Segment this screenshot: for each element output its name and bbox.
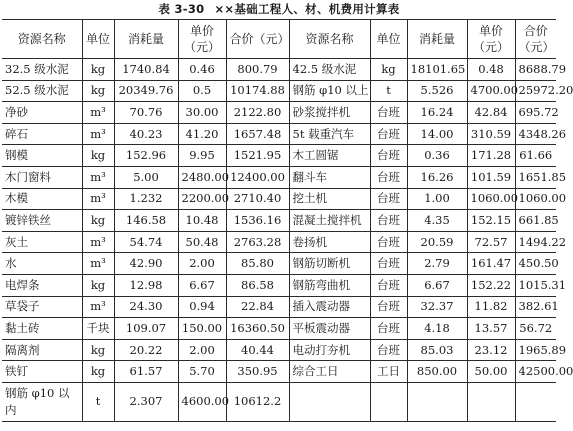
- cell-qty: 40.23: [114, 123, 178, 145]
- cell-price: 41.20: [178, 123, 226, 145]
- table-row: [2, 361, 556, 383]
- cell-price: 72.57: [467, 231, 515, 253]
- col-header-price: 单价（元）: [178, 20, 226, 59]
- cell-qty: 20.22: [114, 339, 178, 361]
- cost-table: [2, 19, 573, 422]
- cell-name: 砂浆搅拌机: [289, 102, 370, 124]
- cell-price: 6.67: [178, 274, 226, 296]
- col-header-name: 资源名称: [289, 20, 370, 59]
- cell-qty: 85.03: [407, 339, 467, 361]
- cell-price: 4600.00: [178, 382, 226, 421]
- cell-price: 10.48: [178, 210, 226, 232]
- cell-qty: 4.35: [407, 210, 467, 232]
- cell-price: 2.00: [178, 253, 226, 275]
- cell-qty: 16.24: [407, 102, 467, 124]
- cell-qty: 14.00: [407, 123, 467, 145]
- cell-qty: 152.96: [114, 145, 178, 167]
- cell-name: 电动打夯机: [289, 339, 370, 361]
- cell-qty: 2.307: [114, 382, 178, 421]
- cell-qty: 5.00: [114, 166, 178, 188]
- cell-total: 42500.00: [515, 361, 556, 383]
- col-header-total: 合价（元）: [515, 20, 556, 59]
- table-row: [2, 123, 556, 145]
- cell-price: 2.00: [178, 339, 226, 361]
- cell-total: 450.50: [515, 253, 556, 275]
- cell-unit: 台班: [370, 231, 407, 253]
- cell-name: 钢筋 φ10 以内: [2, 382, 82, 421]
- cell-price: 23.12: [467, 339, 515, 361]
- cell-unit: m³: [82, 166, 114, 188]
- cell-name: 翻斗车: [289, 166, 370, 188]
- col-header-unit: 单位: [82, 20, 114, 59]
- table-title: ××基础工程人、材、机费用计算表: [214, 2, 400, 16]
- cell-name: 钢筋切断机: [289, 253, 370, 275]
- cell-total: 8688.79: [515, 59, 556, 81]
- cell-price: 0.94: [178, 296, 226, 318]
- cell-unit: 台班: [370, 274, 407, 296]
- cell-name: 钢筋弯曲机: [289, 274, 370, 296]
- cell-total: 1521.95: [226, 145, 289, 167]
- cell-qty: 1740.84: [114, 59, 178, 81]
- col-header-name: 资源名称: [2, 20, 82, 59]
- col-header-qty: 消耗量: [114, 20, 178, 59]
- cell-qty: 0.36: [407, 145, 467, 167]
- cell-unit: 台班: [370, 339, 407, 361]
- cell-qty: 54.74: [114, 231, 178, 253]
- table-row: [2, 102, 556, 124]
- table-row: [2, 210, 556, 232]
- cell-name: 木工圆锯: [289, 145, 370, 167]
- table-row: [2, 253, 556, 275]
- cell-name: 木模: [2, 188, 82, 210]
- table-caption: [0, 0, 558, 18]
- cell-price: 2480.00: [178, 166, 226, 188]
- cell-unit: m³: [82, 231, 114, 253]
- cell-total: 40.44: [226, 339, 289, 361]
- cell-price: 152.15: [467, 210, 515, 232]
- cell-unit: 工日: [370, 361, 407, 383]
- cell-name: 镀锌铁丝: [2, 210, 82, 232]
- cell-price: 50.48: [178, 231, 226, 253]
- cell-price: 0.48: [467, 59, 515, 81]
- table-row: [2, 274, 556, 296]
- cell-price: 5.70: [178, 361, 226, 383]
- cell-price: 101.59: [467, 166, 515, 188]
- cell-total: 1015.31: [515, 274, 556, 296]
- cell-total: 1060.00: [515, 188, 556, 210]
- cell-name: 32.5 级水泥: [2, 59, 82, 81]
- cell-name: 水: [2, 253, 82, 275]
- table-row: [2, 166, 556, 188]
- cell-unit: kg: [82, 274, 114, 296]
- cell-total: 86.58: [226, 274, 289, 296]
- cell-price: 30.00: [178, 102, 226, 124]
- cell-qty: 850.00: [407, 361, 467, 383]
- cell-name: 隔离剂: [2, 339, 82, 361]
- cell-price: [467, 382, 515, 421]
- cell-total: 350.95: [226, 361, 289, 383]
- col-header-price: 单价（元）: [467, 20, 515, 59]
- cell-name: 混凝土搅拌机: [289, 210, 370, 232]
- cell-qty: 4.18: [407, 318, 467, 340]
- cell-price: 161.47: [467, 253, 515, 275]
- cell-unit: m³: [82, 102, 114, 124]
- cell-name: 挖土机: [289, 188, 370, 210]
- table-row: [2, 231, 556, 253]
- col-header-total: 合价（元）: [226, 20, 289, 59]
- cell-total: 800.79: [226, 59, 289, 81]
- cell-total: 695.72: [515, 102, 556, 124]
- cell-total: 1965.89: [515, 339, 556, 361]
- cell-total: 56.72: [515, 318, 556, 340]
- cell-unit: kg: [82, 210, 114, 232]
- cell-price: 50.00: [467, 361, 515, 383]
- table-row: [2, 296, 556, 318]
- cell-unit: 台班: [370, 296, 407, 318]
- cell-unit: 台班: [370, 188, 407, 210]
- cell-total: 1536.16: [226, 210, 289, 232]
- cell-name: 5t 载重汽车: [289, 123, 370, 145]
- cell-price: 150.00: [178, 318, 226, 340]
- cell-total: 382.61: [515, 296, 556, 318]
- cell-unit: t: [82, 382, 114, 421]
- cell-name: 钢筋 φ10 以上: [289, 80, 370, 102]
- cell-total: 10174.88: [226, 80, 289, 102]
- cell-qty: 61.57: [114, 361, 178, 383]
- cell-unit: kg: [82, 59, 114, 81]
- cell-name: 综合工日: [289, 361, 370, 383]
- cell-qty: 12.98: [114, 274, 178, 296]
- cell-price: 1060.00: [467, 188, 515, 210]
- cell-unit: 千块: [82, 318, 114, 340]
- cell-unit: m³: [82, 296, 114, 318]
- table-row: [2, 59, 556, 81]
- cell-qty: 42.90: [114, 253, 178, 275]
- cell-unit: kg: [370, 59, 407, 81]
- cell-name: 电焊条: [2, 274, 82, 296]
- cell-name: 木门窗料: [2, 166, 82, 188]
- cell-total: 22.84: [226, 296, 289, 318]
- cell-qty: 24.30: [114, 296, 178, 318]
- cell-price: 171.28: [467, 145, 515, 167]
- table-row: [2, 145, 556, 167]
- cell-qty: [407, 382, 467, 421]
- cell-total: 2122.80: [226, 102, 289, 124]
- cell-price: 0.5: [178, 80, 226, 102]
- cell-qty: 70.76: [114, 102, 178, 124]
- cell-qty: 2.79: [407, 253, 467, 275]
- cell-price: 2200.00: [178, 188, 226, 210]
- cell-price: 152.22: [467, 274, 515, 296]
- cell-total: 2710.40: [226, 188, 289, 210]
- cell-name: 42.5 级水泥: [289, 59, 370, 81]
- cell-name: [289, 382, 370, 421]
- cell-qty: 109.07: [114, 318, 178, 340]
- cell-name: 卷扬机: [289, 231, 370, 253]
- cell-qty: 20349.76: [114, 80, 178, 102]
- cell-price: 4700.00: [467, 80, 515, 102]
- cell-total: 10612.2: [226, 382, 289, 421]
- col-header-unit: 单位: [370, 20, 407, 59]
- cell-name: 净砂: [2, 102, 82, 124]
- cell-total: 661.85: [515, 210, 556, 232]
- table-row: [2, 80, 556, 102]
- table-row: [2, 382, 556, 421]
- cell-price: 0.46: [178, 59, 226, 81]
- cell-unit: 台班: [370, 166, 407, 188]
- cell-qty: 18101.65: [407, 59, 467, 81]
- cell-unit: 台班: [370, 145, 407, 167]
- cell-name: 黏土砖: [2, 318, 82, 340]
- cell-price: 42.84: [467, 102, 515, 124]
- cell-qty: 5.526: [407, 80, 467, 102]
- cell-qty: 146.58: [114, 210, 178, 232]
- table-number: 表 3-30: [158, 2, 205, 16]
- cell-qty: 6.67: [407, 274, 467, 296]
- cell-total: 1657.48: [226, 123, 289, 145]
- cell-name: 52.5 级水泥: [2, 80, 82, 102]
- cell-price: 11.82: [467, 296, 515, 318]
- cell-name: 灰土: [2, 231, 82, 253]
- cell-unit: t: [370, 80, 407, 102]
- cell-total: 61.66: [515, 145, 556, 167]
- cell-name: 铁钉: [2, 361, 82, 383]
- cell-total: 12400.00: [226, 166, 289, 188]
- cell-total: 1651.85: [515, 166, 556, 188]
- cell-unit: kg: [82, 145, 114, 167]
- cell-unit: kg: [82, 361, 114, 383]
- table-row: [2, 339, 556, 361]
- cell-total: 1494.22: [515, 231, 556, 253]
- cell-name: 碎石: [2, 123, 82, 145]
- cell-unit: m³: [82, 123, 114, 145]
- cell-total: 4348.26: [515, 123, 556, 145]
- cell-qty: 16.26: [407, 166, 467, 188]
- cell-name: 插入震动器: [289, 296, 370, 318]
- cell-qty: 20.59: [407, 231, 467, 253]
- table-row: [2, 318, 556, 340]
- cell-total: [515, 382, 556, 421]
- header-row: [2, 20, 556, 59]
- table-row: [2, 188, 556, 210]
- cell-name: 钢模: [2, 145, 82, 167]
- cell-price: 310.59: [467, 123, 515, 145]
- cell-total: 25972.20: [515, 80, 556, 102]
- cell-total: 85.80: [226, 253, 289, 275]
- cell-unit: 台班: [370, 123, 407, 145]
- cell-price: 9.95: [178, 145, 226, 167]
- cell-unit: m³: [82, 188, 114, 210]
- cell-name: 草袋子: [2, 296, 82, 318]
- cell-qty: 1.00: [407, 188, 467, 210]
- cell-unit: [370, 382, 407, 421]
- cell-qty: 1.232: [114, 188, 178, 210]
- cell-unit: 台班: [370, 253, 407, 275]
- cell-total: 16360.50: [226, 318, 289, 340]
- cell-unit: kg: [82, 339, 114, 361]
- col-header-qty: 消耗量: [407, 20, 467, 59]
- cell-unit: kg: [82, 80, 114, 102]
- cell-price: 13.57: [467, 318, 515, 340]
- cell-total: 2763.28: [226, 231, 289, 253]
- table-body: [2, 59, 573, 422]
- cell-name: 平板震动器: [289, 318, 370, 340]
- cell-unit: m³: [82, 253, 114, 275]
- cell-unit: 台班: [370, 210, 407, 232]
- cell-unit: 台班: [370, 318, 407, 340]
- cell-qty: 32.37: [407, 296, 467, 318]
- cell-unit: 台班: [370, 102, 407, 124]
